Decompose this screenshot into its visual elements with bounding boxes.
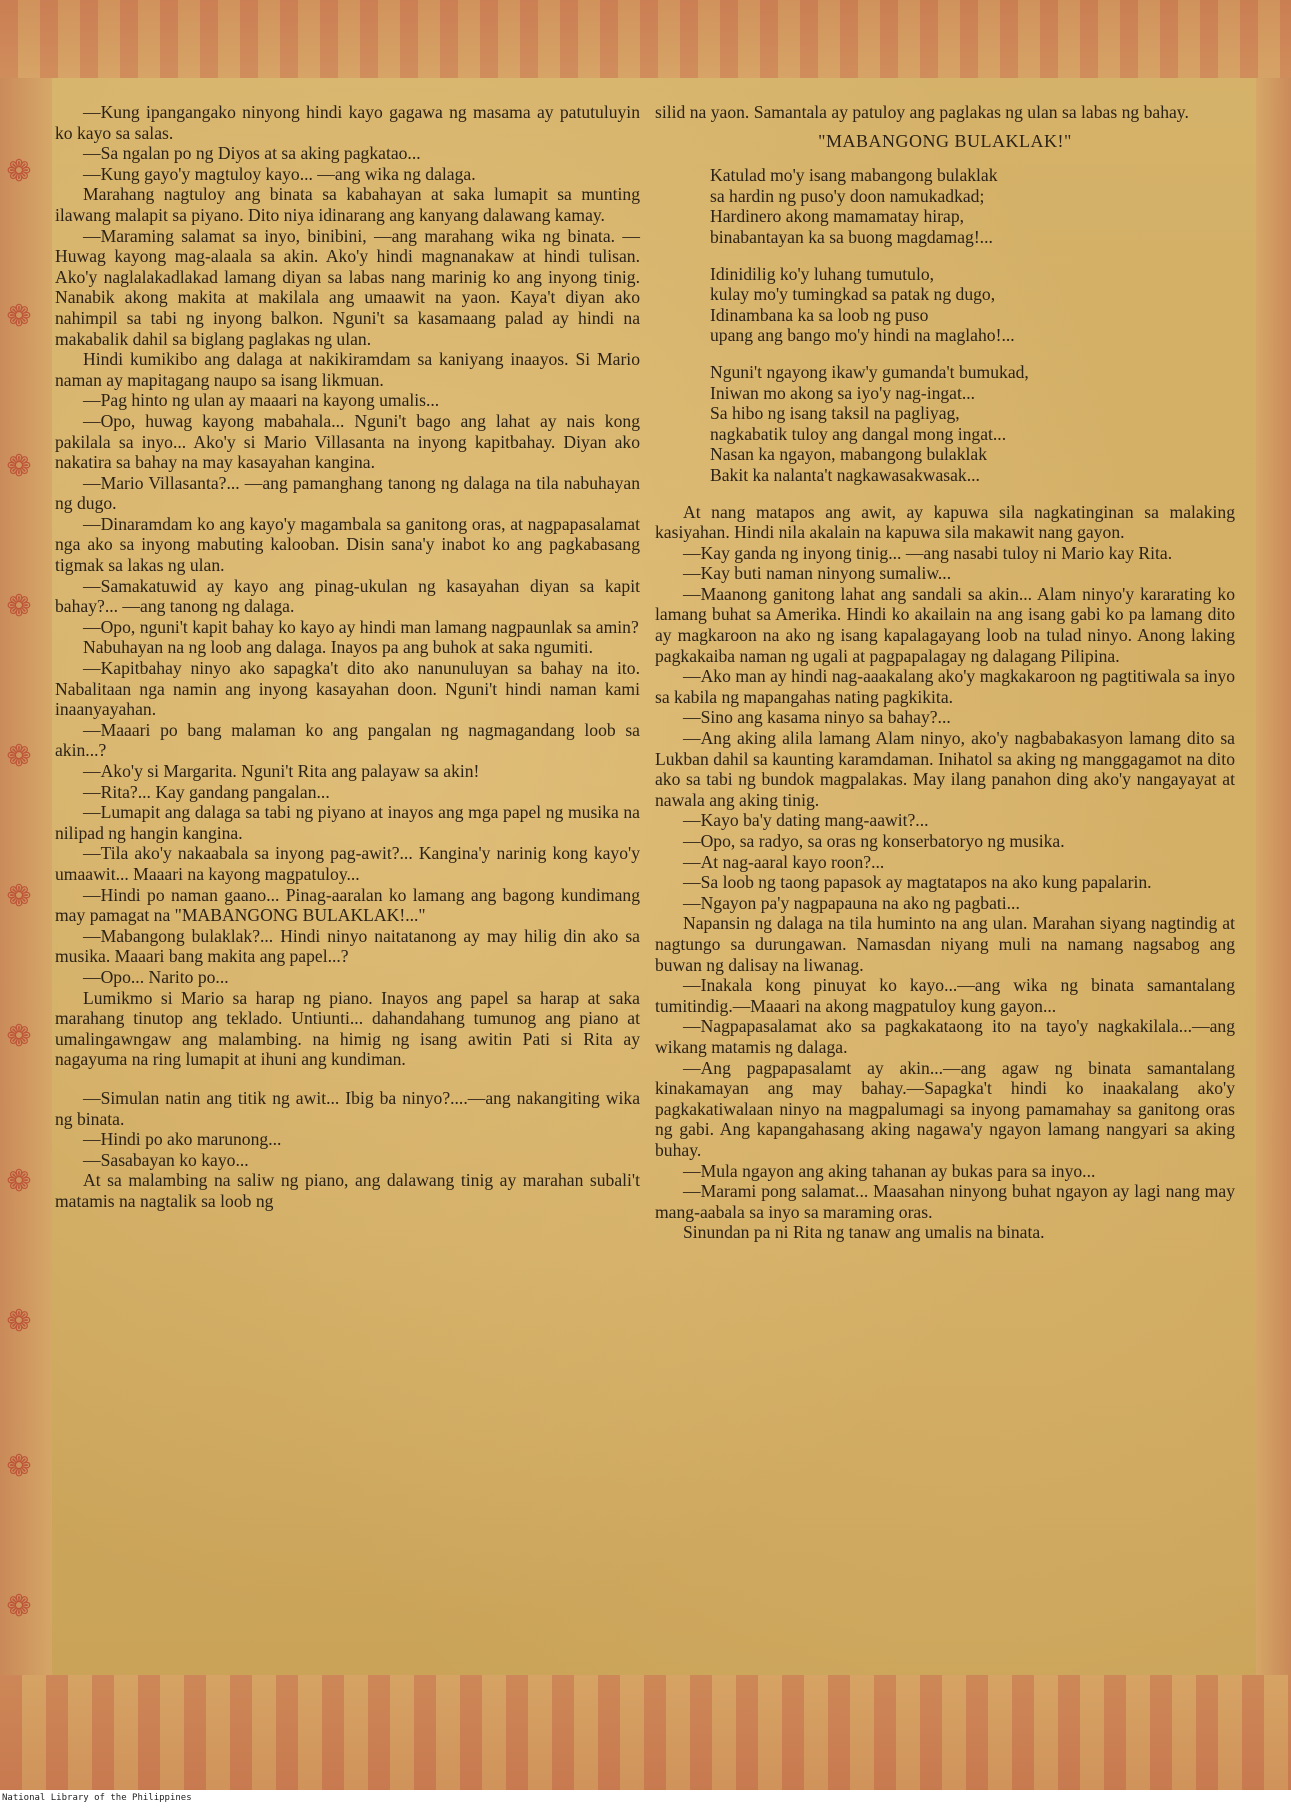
poem-line: Bakit ka nalanta't nagkawasakwasak... (710, 464, 980, 485)
paragraph: —At nag-aaral kayo roon?... (683, 851, 885, 872)
ornament-icon: ❁ (6, 1164, 32, 1199)
paragraph: —Ako'y si Margarita. Nguni't Rita ang palayaw sa akin! (83, 761, 480, 781)
ornament-icon: ❁ (6, 154, 32, 189)
paragraph: At sa malambing na saliw ng piano, ang dalawang tinig ay marahan subali't matamis na nagtalik sa loob ng (55, 1170, 640, 1211)
poem-line: Nguni't ngayong ikaw'y gumanda't bumukad, (710, 361, 1029, 382)
ornament-icon: ❁ (6, 1589, 32, 1624)
paragraph: —Kung gayo'y magtuloy kayo... —ang wika ng dalaga. (83, 163, 476, 184)
poem-line: binabantayan ka sa buong magdamag!... (710, 226, 993, 247)
paragraph: —Opo... Narito po... (83, 966, 229, 987)
decorative-border-right (1256, 78, 1291, 1675)
poem-line: upang ang bango mo'y hindi na maglaho!... (710, 325, 1015, 346)
paragraph: At nang matapos ang awit, ay kapuwa sila nagkatinginan sa malaking kasiyahan. Hindi nila akalain na kapuwa sila makawit nang gayon. (655, 501, 1235, 543)
poem-line: kulay mo'y tumingkad sa patak ng dugo, (710, 284, 996, 305)
paragraph: —Kay buti naman ninyong sumaliw... (683, 563, 952, 584)
paragraph: Marahang nagtuloy ang binata sa kabahayan at saka lumapit sa munting ilawang malapit sa piyano. Dito niya idinarang ang kanyang dalawang kamay. (55, 184, 640, 225)
paragraph: —Sa ngalan po ng Diyos at sa aking pagkatao... (83, 143, 421, 164)
paragraph: Nabuhayan na ng loob ang dalaga. Inayos pa ang buhok at saka ngumiti. (83, 637, 594, 658)
paragraph: Sinundan pa ni Rita ng tanaw ang umalis na binata. (683, 1222, 1045, 1243)
paragraph: —Ang aking alila lamang Alam ninyo, ako'y nagbabakasyon lamang dito sa Lukban dahil sa kaunting karamdaman. Inihatol sa aking ng manggagamot na dito ako sa tabi ng bundok magpalakas. May ilang panahon ding ako'y nangayayat at nawala ang aking tinig. (655, 728, 1235, 810)
ornament-icon: ❁ (6, 589, 32, 624)
paragraph: —Ako man ay hindi nag-aaakalang ako'y magkakaroon ng pagtitiwala sa inyo sa kabila ng mapangahas nating pagkikita. (655, 666, 1235, 707)
ornament-icon: ❁ (6, 879, 32, 914)
paragraph: —Maanong ganitong lahat ang sandali sa akin... Alam ninyo'y kararating ko lamang buhat sa Amerika. Hindi ko akailain na ang isang gabi ko pa lamang dito ay magkaroon na ako ng isang kapalagayang loob na tulad ninyo. Anong laking pagkakaiba naman ng ugali at pagpapalagay ng dalagang Pilipina. (655, 583, 1235, 666)
paragraph: Hindi kumikibo ang dalaga at nakikiramdam sa kaniyang inaayos. Si Mario naman ay mapitagang naupo sa isang likmuan. (55, 349, 640, 390)
poem-line: Iniwan mo akong sa iyo'y nag-ingat... (710, 382, 976, 403)
paragraph: Napansin ng dalaga na tila huminto na ang ulan. Marahan siyang nagtindig at nagtungo sa durungawan. Namasdan niyang muli na namang nagsabog ang buwan ng dalisay na liwanag. (655, 913, 1235, 975)
ornament-icon: ❁ (6, 299, 32, 334)
paragraph: —Lumapit ang dalaga sa tabi ng piyano at inayos ang mga papel ng musika na nilipad ng hangin kangina. (55, 802, 640, 843)
poem-line: Sa hibo ng isang taksil na pagliyag, (710, 403, 960, 424)
paragraph: —Hindi po naman gaano... Pinag-aaralan ko lamang ang bagong kundimang may pamagat na "MABANGONG BULAKLAK!..." (55, 884, 640, 926)
ornament-icon: ❁ (6, 1019, 32, 1054)
poem-line: sa hardin ng puso'y doon namukadkad; (710, 185, 985, 206)
paragraph: —Ngayon pa'y nagpapauna na ako ng pagbati... (683, 892, 1020, 913)
paragraph: —Sa loob ng taong papasok ay magtatapos na ako kung papalarin. (683, 872, 1152, 893)
paragraph: silid na yaon. Samantala ay patuloy ang paglakas ng ulan sa labas ng bahay. (655, 102, 1189, 122)
decorative-border-bottom (0, 1675, 1291, 1790)
poem-line: Idinambana ka sa loob ng puso (710, 304, 929, 325)
poem-line: nagkabatik tuloy ang dangal mong ingat... (710, 423, 1007, 444)
decorative-border-top (0, 0, 1291, 78)
poem-title: "MABANGONG BULAKLAK!" (818, 130, 1072, 151)
left-column (55, 102, 640, 1211)
paragraph: —Mula ngayon ang aking tahanan ay bukas para sa inyo... (683, 1160, 1096, 1181)
ornament-icon: ❁ (6, 449, 32, 484)
paragraph: —Maraming salamat sa inyo, binibini, —ang marahang wika ng binata. —Huwag kayong mag-alaala sa akin. Ako'y hindi magnanakaw at hindi tulisan. Ako'y naglalakadlakad lamang diyan sa labas nang marinig ko ang inyong tinig. Nanabik akong makita at makilala ang umaawit na yaon. Kaya't diyan ako nahimpil sa tabi ng inyong balkon. Nguni't sa kasamaang palad ay hindi na makabalik dahil sa biglang paglakas ng ulan. (55, 225, 640, 349)
ornament-icon: ❁ (6, 739, 32, 774)
paragraph: —Inakala kong pinuyat ko kayo...—ang wika ng binata samantalang tumitindig.—Maaari na akong magpatuloy kung gayon... (655, 975, 1235, 1016)
paragraph: —Kayo ba'y dating mang-aawit?... (683, 810, 929, 831)
poem-line: Idinidilig ko'y luhang tumutulo, (710, 263, 935, 284)
paragraph: —Pag hinto ng ulan ay maaari na kayong umalis... (83, 390, 440, 411)
ornament-icon: ❁ (6, 1304, 32, 1339)
poem-stanza (710, 165, 1235, 247)
paragraph: —Kay ganda ng inyong tinig... —ang nasabi tuloy ni Mario kay Rita. (683, 542, 1173, 563)
poem-stanza (710, 264, 1235, 346)
paragraph: —Sino ang kasama ninyo sa bahay?... (683, 707, 951, 728)
paragraph: —Mabangong bulaklak?... Hindi ninyo naitatanong ay may hilig din ako sa musika. Maaari bang makita ang papel...? (55, 925, 640, 967)
paragraph: —Simulan natin ang titik ng awit... Ibig ba ninyo?....—ang nakangiting wika ng binata. (55, 1087, 640, 1129)
library-credit: National Library of the Philippines (2, 1793, 192, 1803)
paragraph: —Samakatuwid ay kayo ang pinag-ukulan ng kasayahan diyan sa kapit bahay?... —ang tanong ng dalaga. (55, 575, 640, 617)
paragraph: —Kapitbahay ninyo ako sapagka't dito ako nanunuluyan sa bahay na ito. Nabalitaan nga namin ang inyong kasayahan doon. Nguni't hindi naman kami inaanyayahan. (55, 658, 640, 720)
paragraph: —Opo, huwag kayong mabahala... Nguni't bago ang lahat ay nais kong pakilala sa inyo... Ako'y si Mario Villasanta na inyong kapitbahay. Diyan ako nakatira sa bahay na may kasayahan kangina. (55, 410, 640, 473)
paragraph: —Rita?... Kay gandang pangalan... (83, 781, 330, 802)
paragraph: —Maaari po bang malaman ko ang pangalan ng nagmagandang loob sa akin...? (55, 719, 640, 761)
poem-line: Nasan ka ngayon, mabangong bulaklak (710, 444, 988, 465)
paragraph: —Dinaramdam ko ang kayo'y magambala sa ganitong oras, at nagpapasalamat nga ako sa inyong mabuting kalooban. Disin sana'y inabot ko ang pagkabasang tigmak sa lakas ng ulan. (55, 513, 640, 576)
paragraph: —Hindi po ako marunong... (83, 1129, 282, 1150)
right-column (655, 102, 1235, 1243)
poem-line: Katulad mo'y isang mabangong bulaklak (710, 165, 998, 186)
paragraph: —Kung ipangangako ninyong hindi kayo gagawa ng masama ay patutuluyin ko kayo sa salas. (55, 102, 640, 143)
paragraph: —Sasabayan ko kayo... (83, 1149, 249, 1170)
paragraph: —Mario Villasanta?... —ang pamanghang tanong ng dalaga na tila nabuhayan ng dugo. (55, 472, 640, 514)
paragraph: —Nagpapasalamat ako sa pagkakataong ito na tayo'y nagkakilala...—ang wikang matamis ng dalaga. (655, 1016, 1235, 1057)
paragraph: —Opo, sa radyo, sa oras ng konserbatoryo ng musika. (683, 831, 1065, 851)
poem-stanza (710, 362, 1235, 486)
paragraph: —Ang pagpapasalamt ay akin...—ang agaw ng binata samantalang kinakamayan ang may bahay.—Sapagka't hindi ko inaakalang ako'y pagkakatiwalaan ninyo na magpalumagi sa inyong pamamahay sa ganitong oras ng gabi. Ang kapangahasang aking nagawa'y ngayon lamang nangyari sa aking buhay. (655, 1057, 1235, 1160)
ornament-icon: ❁ (6, 1449, 32, 1484)
paragraph: —Marami pong salamat... Maasahan ninyong buhat ngayon ay lagi nang may mang-aabala sa inyo sa maraming oras. (655, 1181, 1235, 1222)
footer-bar (0, 1790, 1291, 1808)
paragraph: —Tila ako'y nakaabala sa inyong pag-awit?... Kangina'y narinig kong kayo'y umaawit... Maaari na kayong magpatuloy... (55, 843, 640, 884)
paragraph: Lumikmo si Mario sa harap ng piano. Inayos ang papel sa harap at saka marahang tinutop ang teklado. Untiunti... dahandahang tumunog ang piano at umalingawngaw ang malambing. na himig ng isang awitin Pati si Rita ay nagayuma na ring lumapit at ihuni ang kundiman. (55, 987, 640, 1070)
paragraph: —Opo, nguni't kapit bahay ko kayo ay hindi man lamang nagpaunlak sa amin? (83, 616, 639, 637)
poem-line: Hardinero akong mamamatay hirap, (710, 206, 965, 227)
